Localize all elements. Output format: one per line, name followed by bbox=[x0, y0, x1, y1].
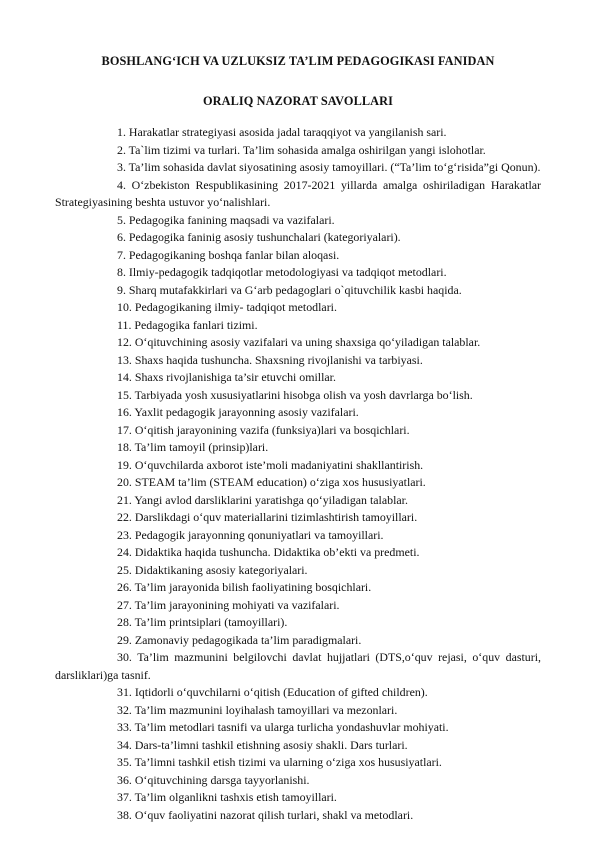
list-item: 6. Pedagogika faninig asosiy tushunchalari (kategoriyalari). bbox=[117, 230, 401, 244]
list-item: 35. Ta’limni tashkil etish tizimi va ularning o‘ziga xos hususiyatlari. bbox=[117, 755, 442, 769]
list-item: 37. Ta’lim olganlikni tashxis etish tamoyillari. bbox=[117, 790, 337, 804]
list-item: 12. O‘qituvchining asosiy vazifalari va uning shaxsiga qo‘yiladigan talablar. bbox=[117, 335, 481, 349]
list-item: 27. Ta’lim jarayonining mohiyati va vazifalari. bbox=[117, 597, 340, 612]
list-item: 3. Ta’lim sohasida davlat siyosatining asosiy tamoyillari. (“Ta’lim to‘g‘risida”gi Qonun). bbox=[117, 160, 541, 174]
list-item: 21. Yangi avlod darsliklarini yaratishga qo‘yiladigan talablar. bbox=[117, 492, 408, 507]
list-item: 23. Pedagogik jarayonning qonuniyatlari va tamoyillari. bbox=[117, 527, 384, 542]
list-item: 29. Zamonaviy pedagogikada ta’lim paradigmalari. bbox=[117, 632, 362, 647]
list-item: 1. Harakatlar strategiyasi asosida jadal taraqqiyot va yangilanish sari. bbox=[117, 125, 447, 139]
list-item: 24. Didaktika haqida tushuncha. Didaktika ob’ekti va predmeti. bbox=[117, 545, 420, 559]
list-item: 14. Shaxs rivojlanishiga ta’sir etuvchi omillar. bbox=[117, 370, 336, 384]
list-item: 20. STEAM ta’lim (STEAM education) o‘ziga xos hususiyatlari. bbox=[117, 475, 426, 489]
list-item: 7. Pedagogikaning boshqa fanlar bilan aloqasi. bbox=[117, 247, 340, 262]
document-subtitle: ORALIQ NAZORAT SAVOLLARI bbox=[202, 94, 394, 108]
list-item: 4. O‘zbekiston Respublikasining 2017-2021 yillarda amalga oshiriladigan Harakatlar Strategiyasining beshta ustuvor yo‘nalishlari. bbox=[55, 177, 541, 209]
list-item: 10. Pedagogikaning ilmiy- tadqiqot metodlari. bbox=[117, 300, 337, 314]
list-item: 38. O‘quv faoliyatini nazorat qilish turlari, shakl va metodlari. bbox=[117, 807, 414, 822]
question-list bbox=[55, 124, 541, 824]
list-item: 11. Pedagogika fanlari tizimi. bbox=[117, 317, 258, 332]
list-item: 32. Ta’lim mazmunini loyihalash tamoyillari va mezonlari. bbox=[117, 702, 398, 717]
list-item: 22. Darslikdagi o‘quv materiallarini tizimlashtirish tamoyillari. bbox=[117, 510, 418, 524]
list-item: 30. Ta’lim mazmunini belgilovchi davlat hujjatlari (DTS,o‘quv rejasi, o‘quv dasturi, darsliklari)ga tasnif. bbox=[55, 650, 541, 682]
list-item: 26. Ta’lim jarayonida bilish faoliyatining bosqichlari. bbox=[117, 580, 372, 594]
list-item: 17. O‘qitish jarayonining vazifa (funksiya)lari va bosqichlari. bbox=[117, 422, 410, 437]
list-item: 8. Ilmiy-pedagogik tadqiqotlar metodologiyasi va tadqiqot metodlari. bbox=[117, 265, 447, 279]
list-item: 13. Shaxs haqida tushuncha. Shaxsning rivojlanishi va tarbiyasi. bbox=[117, 352, 423, 367]
document-title: BOSHLANG‘ICH VA UZLUKSIZ TA’LIM PEDAGOGIKASI FANIDAN bbox=[101, 54, 495, 68]
list-item: 9. Sharq mutafakkirlari va G‘arb pedagoglari o`qituvchilik kasbi haqida. bbox=[117, 282, 462, 297]
list-item: 34. Dars-ta’limni tashkil etishning asosiy shakli. Dars turlari. bbox=[117, 737, 408, 752]
list-item: 18. Ta’lim tamoyil (prinsip)lari. bbox=[117, 440, 269, 454]
list-item: 5. Pedagogika fanining maqsadi va vazifalari. bbox=[117, 212, 335, 227]
list-item: 28. Ta’lim printsiplari (tamoyillari). bbox=[117, 615, 288, 629]
list-item: 31. Iqtidorli o‘quvchilarni o‘qitish (Education of gifted children). bbox=[117, 685, 428, 699]
list-item: 36. O‘qituvchining darsga tayyorlanishi. bbox=[117, 772, 310, 787]
list-item: 19. O‘quvchilarda axborot iste’moli madaniyatini shakllantirish. bbox=[117, 457, 424, 472]
list-item: 25. Didaktikaning asosiy kategoriyalari. bbox=[117, 562, 308, 577]
list-item: 33. Ta’lim metodlari tasnifi va ularga turlicha yondashuvlar mohiyati. bbox=[117, 720, 449, 734]
list-item: 15. Tarbiyada yosh xususiyatlarini hisobga olish va yosh davrlarga bo‘lish. bbox=[117, 387, 473, 402]
list-item: 16. Yaxlit pedagogik jarayonning asosiy vazifalari. bbox=[117, 405, 359, 419]
list-item: 2. Ta`lim tizimi va turlari. Ta’lim sohasida amalga oshirilgan yangi islohotlar. bbox=[117, 142, 486, 157]
